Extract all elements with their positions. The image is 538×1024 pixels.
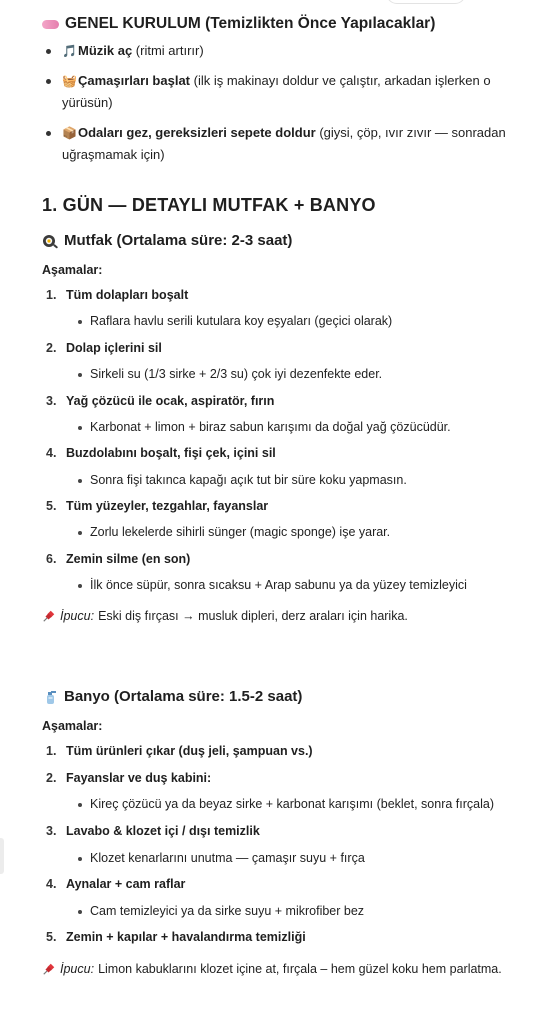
- kitchen-step: 6. Zemin silme (en son): [46, 552, 191, 566]
- kitchen-step-note: Raflara havlu serili kutulara koy eşyaları (geçici olarak): [78, 314, 392, 328]
- section-heading-general-setup: [42, 15, 435, 33]
- list-item: 🎵Müzik aç (ritmi artırır): [42, 40, 522, 62]
- list-item: 📦Odaları gez, gereksizleri sepete doldur (giysi, çöp, ıvır zıvır — sonradan uğraşmamak için): [42, 122, 522, 166]
- top-toolbar-pill[interactable]: [386, 0, 466, 4]
- bathroom-step: 1. Tüm ürünleri çıkar (duş jeli, şampuan vs.): [46, 744, 313, 758]
- bathroom-step-note: Cam temizleyici ya da sirke suyu + mikrofiber bez: [78, 904, 364, 918]
- kitchen-heading: Mutfak (Ortalama süre: 2-3 saat): [42, 232, 292, 249]
- day-heading: 1. GÜN — DETAYLI MUTFAK + BANYO: [42, 195, 376, 215]
- setup-list: [42, 40, 522, 166]
- kitchen-step: 1. Tüm dolapları boşalt: [46, 288, 189, 302]
- kitchen-step-note: Zorlu lekelerde sihirli sünger (magic sponge) işe yarar.: [78, 525, 390, 539]
- laundry-basket-icon: 🧺: [62, 74, 77, 88]
- spray-bottle-icon: [42, 689, 58, 705]
- bathroom-heading: Banyo (Ortalama süre: 1.5-2 saat): [42, 688, 302, 705]
- kitchen-steps-label: Aşamalar:: [42, 263, 103, 277]
- bathroom-step: 5. Zemin + kapılar + havalandırma temizliği: [46, 930, 306, 944]
- section-title: GENEL KURULUM (Temizlikten Önce Yapılacaklar): [65, 15, 436, 32]
- bathroom-tip: İpucu: Limon kabuklarını klozet içine at, fırçala – hem güzel koku hem parlatma.: [42, 962, 502, 976]
- frying-pan-icon: [42, 233, 58, 249]
- bathroom-step: 3. Lavabo & klozet içi / dışı temizlik: [46, 824, 260, 838]
- bathroom-step: 2. Fayanslar ve duş kabini:: [46, 771, 212, 785]
- kitchen-step: 3. Yağ çözücü ile ocak, aspiratör, fırın: [46, 394, 275, 408]
- list-item: 🧺Çamaşırları başlat (ilk iş makinayı doldur ve çalıştır, arkadan işlerken o yürüsün): [42, 70, 522, 114]
- bathroom-step-note: Klozet kenarlarını unutma — çamaşır suyu + fırça: [78, 851, 365, 865]
- kitchen-step: 4. Buzdolabını boşalt, fişi çek, içini sil: [46, 446, 276, 460]
- kitchen-step: 2. Dolap içlerini sil: [46, 341, 162, 355]
- side-scroll-handle[interactable]: [0, 838, 4, 874]
- bathroom-steps-label: Aşamalar:: [42, 719, 103, 733]
- pushpin-icon: [42, 962, 56, 976]
- package-icon: 📦: [62, 126, 77, 140]
- kitchen-step-note: Sonra fişi takınca kapağı açık tut bir süre koku yapmasın.: [78, 473, 407, 487]
- bathroom-step-note: Kireç çözücü ya da beyaz sirke + karbonat karışımı (beklet, sonra fırçala): [78, 797, 494, 811]
- kitchen-step-note: Karbonat + limon + biraz sabun karışımı da doğal yağ çözücüdür.: [78, 420, 451, 434]
- soap-icon: [42, 20, 59, 29]
- music-note-icon: 🎵: [62, 44, 77, 58]
- kitchen-step-note: Sirkeli su (1/3 sirke + 2/3 su) çok iyi dezenfekte eder.: [78, 367, 382, 381]
- kitchen-step-note: İlk önce süpür, sonra sıcaksu + Arap sabunu ya da yüzey temizleyici: [78, 578, 467, 592]
- kitchen-step: 5. Tüm yüzeyler, tezgahlar, fayanslar: [46, 499, 269, 513]
- pushpin-icon: [42, 609, 56, 623]
- bathroom-step: 4. Aynalar + cam raflar: [46, 877, 186, 891]
- kitchen-tip: İpucu: Eski diş fırçası → musluk dipleri, derz araları için harika.: [42, 609, 408, 623]
